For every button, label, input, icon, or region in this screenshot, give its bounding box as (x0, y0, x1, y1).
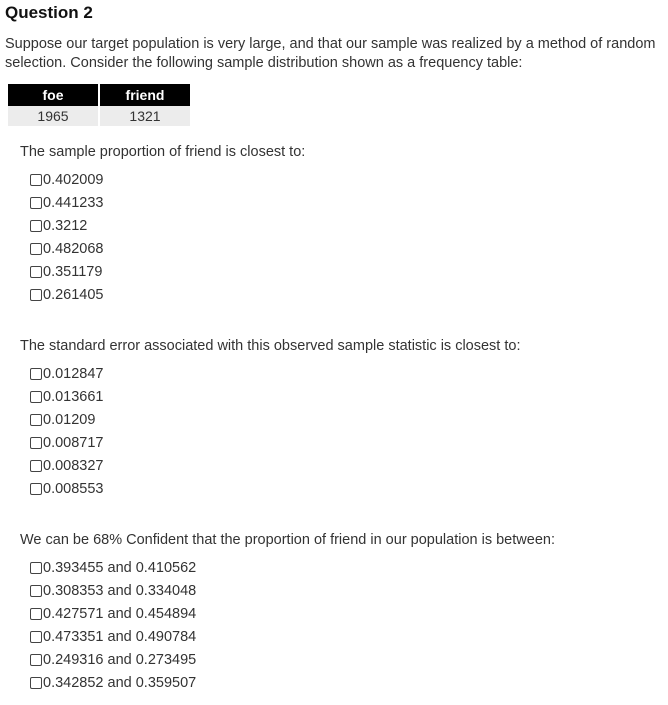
option-3-6[interactable] (30, 671, 555, 694)
checkbox[interactable] (30, 391, 42, 403)
option-3-2[interactable] (30, 579, 555, 602)
option-label: 0.261405 (43, 286, 104, 303)
checkbox[interactable] (30, 654, 42, 666)
subquestion-text: We can be 68% Confident that the proportion of friend in our population is between: (20, 532, 555, 548)
option-2-1[interactable] (30, 362, 520, 385)
table-header-foe: foe (8, 84, 98, 106)
option-2-3[interactable] (30, 408, 520, 431)
checkbox[interactable] (30, 677, 42, 689)
option-label: 0.473351 and 0.490784 (43, 628, 197, 645)
option-3-5[interactable] (30, 648, 555, 671)
checkbox[interactable] (30, 437, 42, 449)
option-2-2[interactable] (30, 385, 520, 408)
checkbox[interactable] (30, 585, 42, 597)
table-cell-foe: 1965 (8, 106, 98, 126)
option-label: 0.013661 (43, 388, 104, 405)
checkbox[interactable] (30, 197, 42, 209)
checkbox[interactable] (30, 368, 42, 380)
checkbox[interactable] (30, 414, 42, 426)
option-1-6[interactable] (30, 283, 305, 306)
checkbox[interactable] (30, 174, 42, 186)
option-2-4[interactable] (30, 431, 520, 454)
subquestion-1 (20, 143, 305, 306)
option-3-1[interactable] (30, 556, 555, 579)
checkbox[interactable] (30, 243, 42, 255)
option-label: 0.482068 (43, 240, 104, 257)
option-1-1[interactable] (30, 168, 305, 191)
option-1-2[interactable] (30, 191, 305, 214)
option-2-6[interactable] (30, 477, 520, 500)
option-1-4[interactable] (30, 237, 305, 260)
option-label: 0.012847 (43, 365, 104, 382)
option-label: 0.351179 (43, 263, 103, 280)
subquestion-text: The standard error associated with this observed sample statistic is closest to: (20, 338, 521, 354)
frequency-table (6, 84, 192, 126)
option-3-3[interactable] (30, 602, 555, 625)
table-header-friend: friend (100, 84, 190, 106)
subquestion-2 (20, 337, 520, 500)
checkbox[interactable] (30, 460, 42, 472)
checkbox[interactable] (30, 608, 42, 620)
option-label: 0.3212 (43, 217, 88, 234)
option-3-4[interactable] (30, 625, 555, 648)
option-label: 0.008327 (43, 457, 104, 474)
option-label: 0.441233 (43, 194, 104, 211)
checkbox[interactable] (30, 266, 42, 278)
option-1-3[interactable] (30, 214, 305, 237)
table-cell-friend: 1321 (100, 106, 190, 126)
question-title: Question 2 (5, 3, 93, 22)
checkbox[interactable] (30, 483, 42, 495)
option-label: 0.402009 (43, 171, 104, 188)
option-label: 0.342852 and 0.359507 (43, 674, 197, 691)
option-label: 0.01209 (43, 411, 96, 428)
checkbox[interactable] (30, 631, 42, 643)
checkbox[interactable] (30, 289, 42, 301)
option-label: 0.249316 and 0.273495 (43, 651, 197, 668)
option-1-5[interactable] (30, 260, 305, 283)
checkbox[interactable] (30, 220, 42, 232)
option-label: 0.427571 and 0.454894 (43, 605, 197, 622)
question-intro: Suppose our target population is very large, and that our sample was realized by a method of random selection. Consider the following sample distribution shown as a frequency table: (5, 36, 656, 71)
option-label: 0.393455 and 0.410562 (43, 559, 197, 576)
option-label: 0.008553 (43, 480, 104, 497)
table-row (8, 106, 190, 126)
subquestion-text: The sample proportion of friend is closest to: (20, 144, 306, 160)
option-label: 0.308353 and 0.334048 (43, 582, 197, 599)
option-2-5[interactable] (30, 454, 520, 477)
checkbox[interactable] (30, 562, 42, 574)
option-label: 0.008717 (43, 434, 104, 451)
subquestion-3 (20, 531, 555, 694)
table-header-row (8, 84, 190, 106)
